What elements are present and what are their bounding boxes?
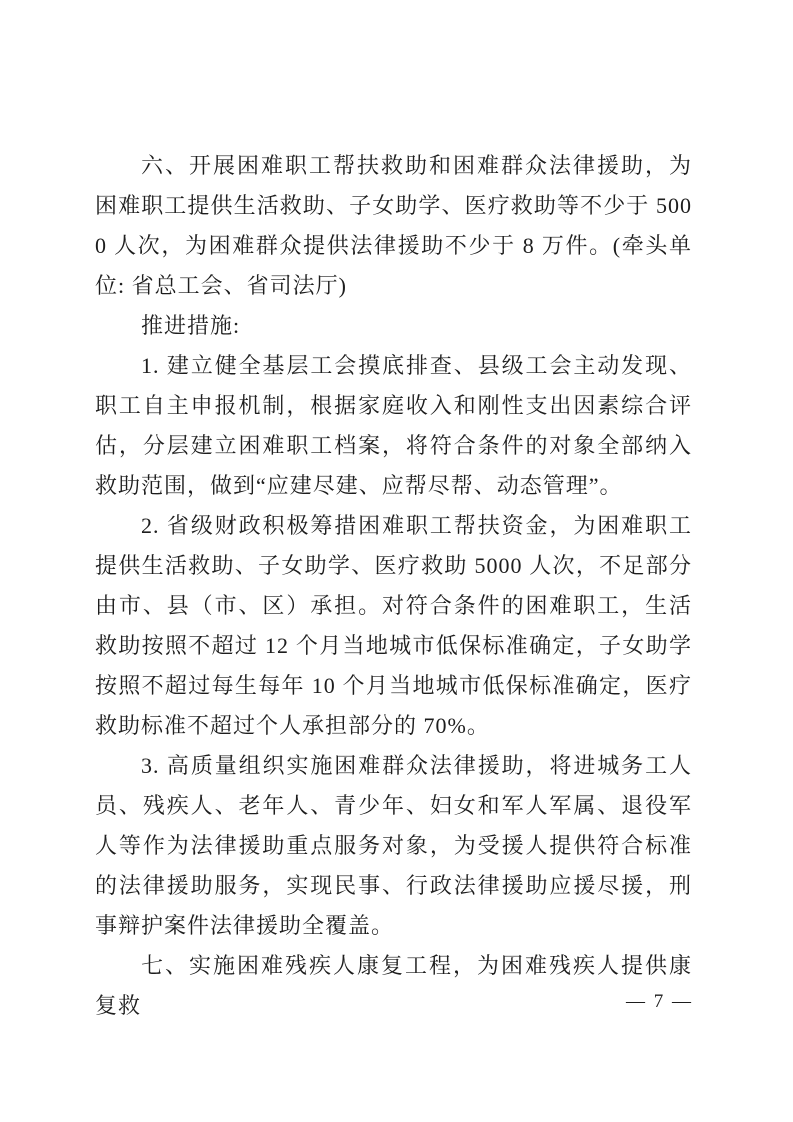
paragraph	[95, 146, 692, 306]
text-run: 1. 建立健全基层工会摸底排查、县级工会主动发现、职工自主申报机制，根据家庭收入和刚性支出因素综合评估，分层建立困难职工档案，将符合条件的对象全部纳入救助范围，做到“应建尽建、应帮尽帮、动态管理”。	[95, 353, 692, 498]
paragraph	[95, 346, 692, 506]
document-body	[95, 146, 692, 1026]
page-number: — 7 —	[626, 991, 693, 1012]
text-run: 七、实施困难残疾人康复工程，为困难残疾人提供康复救	[95, 953, 692, 1018]
text-run: 3. 高质量组织实施困难群众法律援助，将进城务工人员、残疾人、老年人、青少年、妇女和军人军属、退役军人等作为法律援助重点服务对象，为受援人提供符合标准的法律援助服务，实现民事、行政法律援助应援尽援，刑事辩护案件法律援助全覆盖。	[95, 753, 692, 938]
text-run: 2. 省级财政积极筹措困难职工帮扶资金，为困难职工提供生活救助、子女助学、医疗救助 5000 人次，不足部分由市、县（市、区）承担。对符合条件的困难职工，生活救助按照不超过 12 个月当地城市低保标准确定，子女助学按照不超过每生每年 10 个月当地城市低保标准确定，医疗救助标准不超过个人承担部分的 70%。	[95, 513, 692, 738]
paragraph	[95, 746, 692, 946]
paragraph	[95, 306, 692, 346]
lead-unit-note: (牵头单位: 省总工会、省司法厅)	[95, 233, 692, 298]
paragraph	[95, 946, 692, 1026]
text-run: 推进措施:	[141, 313, 241, 338]
text-run: 六、开展困难职工帮扶救助和困难群众法律援助，为困难职工提供生活救助、子女助学、医疗救助等不少于 5000 人次，为困难群众提供法律援助不少于 8 万件。	[95, 153, 692, 258]
paragraph	[95, 506, 692, 746]
